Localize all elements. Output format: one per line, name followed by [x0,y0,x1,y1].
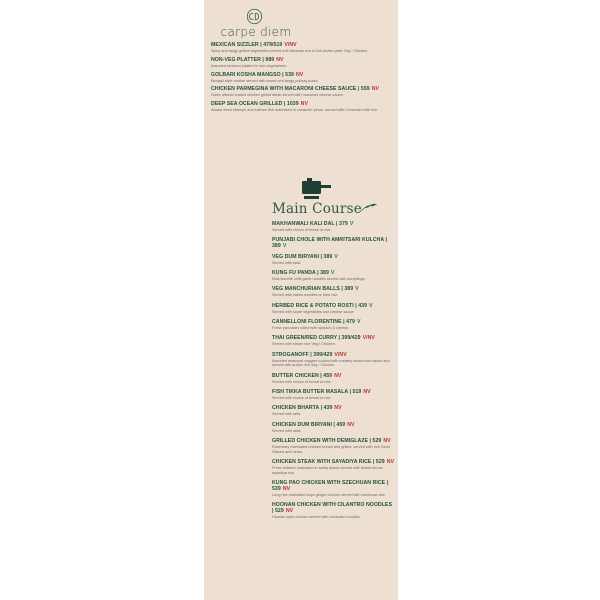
menu-item-description: Served with choice of bread or rice. [272,228,332,232]
diet-tag: V [355,286,359,293]
menu-item-name: KUNG PAO CHICKEN WITH SZECHUAN RICE | 539 [272,480,389,493]
menu-item-name: MAKHANWALI KALI DAL | 379 [272,221,348,227]
diet-tag: NV [300,101,308,108]
diet-tag: V [282,243,287,250]
menu-item-description: Hoonan style chicken served with coriander noodles. [272,515,361,520]
menu-item [272,459,394,476]
menu-item [272,319,394,331]
diet-tag: NV [383,437,391,444]
menu-item-description: Fresh pancakes rolled with spinach & cheese. [272,325,350,330]
diet-tag: V [330,270,335,277]
menu-item-name: CHICKEN PARMEGINA WITH MACARONI CHEESE SAUCE | 559 [211,86,370,93]
menu-item-name: BUTTER CHICKEN | 459 [272,372,333,379]
menu-item [272,221,394,233]
menu-item-description: Bengali style mutton served with sweet and tangy polloay pulao. [211,78,319,83]
menu-item-description: Rosemary marinated chicken breast and grilled, served with rich Demi Glazed and herbs. [272,444,390,454]
menu-item [211,72,393,84]
menu-item-name: HERBED RICE & POTATO ROSTI | 439 [272,302,367,309]
section-title: Main Course [272,201,362,217]
menu-item-description: Long rice marinated soya ginger chicken served with szechuan rice. [272,493,386,498]
menu-item [272,502,394,520]
menu-item [272,335,394,347]
diet-tag: V/NV [284,42,297,48]
diet-tag: NV [371,86,380,93]
menu-item [272,438,394,455]
diet-tag: NV [334,372,342,379]
menu-item [272,422,394,434]
menu-item [272,405,394,417]
diet-tag: NV [295,71,304,78]
menu-item [211,57,393,69]
diet-tag: V [334,253,338,260]
diet-tag: NV [285,508,294,515]
menu-item-name: CHICKEN DUM BIRYANI | 459 [272,421,346,428]
menu-item [272,303,394,315]
diet-tag: V [356,318,361,325]
diet-tag: V/NV [362,335,375,342]
menu-item-name: DEEP SEA OCEAN GRILLED | 1039 [211,101,299,108]
menu-item-name: HOONAN CHICKEN WITH CILANTRO NOODLES | 529 [272,502,392,515]
menu-item-description: Served with sauté vegetables and cheese sauce. [272,309,355,314]
leaf-ornament-icon [359,201,379,213]
diet-tag: V/NV [334,351,347,358]
menu-item-name: STROGANOFF | 399/429 [272,351,333,358]
menu-item-description: Served with raita. [272,260,302,265]
menu-item [272,286,394,298]
menu-item-description: Served with raita. [272,428,302,433]
menu-item-name: CHICKEN BHARTA | 439 [272,405,333,412]
menu-item [211,86,393,98]
menu-item-description: Served with raita. [272,412,302,417]
chef-hat-icon [296,176,336,202]
diet-tag: V [349,221,354,227]
menu-item [272,270,394,282]
brand-name: carpe diem [220,25,292,39]
menu-item [272,373,394,385]
cd-monogram-icon [246,8,263,25]
diet-tag: NV [276,56,284,63]
menu-item-description: Fresh chicken marinated in sadiq spices served with Arabic lemon sayadiya rice. [272,465,383,475]
diet-tag: NV [282,486,291,493]
diet-tag: NV [334,405,342,412]
menu-item-name: FISH TIKKA BUTTER MASALA | 519 [272,388,362,395]
diet-tag: V [369,302,373,309]
diet-tag: NV [347,421,355,428]
menu-item [211,101,393,113]
menu-item-description: Kids favorite chilli garlic noodles served with dumplings. [272,277,366,282]
menu-item-name: GRILLED CHICKEN WITH DEMIGLAZE | 529 [272,437,382,444]
menu-item-name: KUNG FU PANDA | 389 [272,270,329,277]
menu-item-name: CANNELLONI FLORENTINE | 479 [272,318,355,325]
diet-tag: NV [363,388,371,395]
menu-item [272,389,394,401]
menu-item-description: Served with steam rice Veg / Chicken. [272,342,336,347]
menu-item-description: Garlic alfredo coated chicken grilled steak served with macaroni cheese sauce. [211,93,344,98]
diet-tag: NV [386,458,395,465]
menu-item-name: THAI GREEN/RED CURRY | 399/429 [272,335,361,342]
menu-item [272,237,394,249]
menu-item [272,480,394,498]
menu-item [272,352,394,369]
menu-item-description: Assorted tandoori platter for non-vegetarians. [211,63,288,68]
menu-item-description: Assorted seasonal veggies cooked with creamy mushroom sauce and served with arabic rice Veg / Chicken. [272,358,390,368]
menu-item-description: Alaska fresh shrimps and salmon fish marinated in coriander pesto, served with Coriander with rice. [211,108,379,113]
menu-item-description: Spicy and tangy grilled vegetables served with Mexican rice in hot sizzler plate Veg / Chicken. [211,49,369,53]
menu-item [211,42,393,54]
menu-item-name: NON-VEG PLATTER | 989 [211,56,275,63]
menu-item-name: PUNJABI CHOLE WITH AMRITSARI KULCHA | 389 [272,237,388,250]
menu-item [272,254,394,266]
menu-item-description: Served with hakka noodles or fried rice. [272,293,339,298]
menu-item-description: Served with choice of bread or rice. [272,379,332,384]
menu-item-name: MEXICAN SIZZLER | 479/519 [211,42,283,48]
menu-item-name: GOLBARI KOSHA MANGSO | 539 [211,71,294,78]
menu-item-description: Served with choice of bread or rice. [272,395,332,400]
menu-page [204,0,398,600]
menu-item-name: VEG MANCHURIAN BALLS | 389 [272,286,354,293]
main-course-list [272,221,394,525]
menu-item-name: VEG DUM BIRYANI | 389 [272,253,333,260]
top-items-list [211,42,393,116]
menu-item-name: CHICKEN STEAK WITH SAYADIYA RICE | 529 [272,458,385,465]
